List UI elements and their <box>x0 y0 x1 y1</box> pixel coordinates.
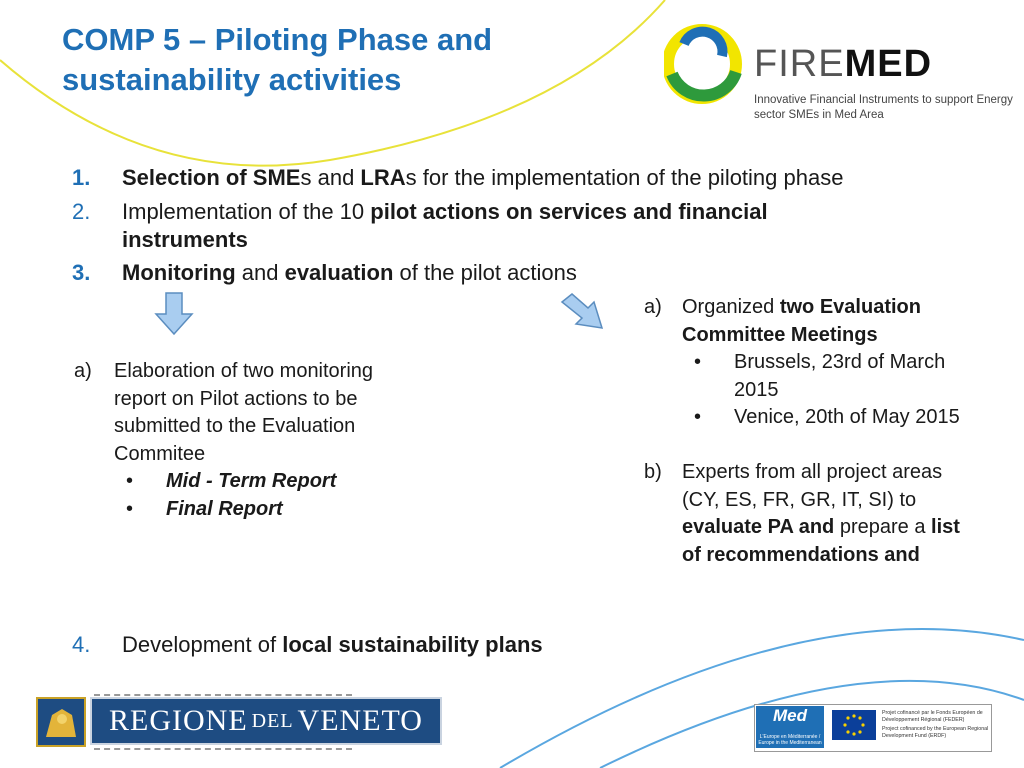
list-item-text: Monitoring and evaluation of the pilot actions <box>122 260 577 285</box>
list-item-text: Development of local sustainability plans <box>122 632 543 657</box>
bullet-item: • Mid - Term Report <box>126 470 337 492</box>
text-line: Committee Meetings <box>682 323 878 346</box>
divider <box>94 694 352 696</box>
experts-text <box>682 459 1022 569</box>
evaluation-text <box>682 294 1012 432</box>
down-arrow-icon <box>154 292 194 336</box>
med-programme-subtitle: L'Europe en Méditerranée / Europe in the Mediterranean <box>758 734 822 746</box>
med-programme-logo: Med <box>756 706 824 748</box>
text-line: Elaboration of two monitoring <box>114 360 374 382</box>
regione-veneto-logo: REGIONE DEL VENETO <box>90 697 442 745</box>
list-number: 2. <box>72 199 91 224</box>
logo-tagline: Innovative Financial Instruments to support Energy sector SMEs in Med Area <box>754 94 1013 121</box>
page-title: COMP 5 – Piloting Phase and sustainability activities <box>62 22 493 97</box>
firemed-logo-text: FIREMED <box>754 43 933 85</box>
list-item-text: Implementation of the 10 pilot actions on services and financial instruments <box>122 199 768 252</box>
bullet-item: • Brussels, 23rd of March 2015 <box>694 351 946 401</box>
list-number: 1. <box>72 165 91 190</box>
list-item-text: Selection of SMEs and LRAs for the implementation of the piloting phase <box>122 165 844 190</box>
text-line: Experts from all project areas <box>682 461 943 483</box>
sub-marker: a) <box>74 360 92 382</box>
text-line: submitted to the Evaluation <box>114 415 356 437</box>
text-line: Organized two Evaluation <box>682 296 921 318</box>
list-number: 3. <box>72 260 91 285</box>
diagonal-arrow-icon <box>558 292 606 332</box>
text-line: evaluate PA and prepare a list <box>682 516 960 538</box>
eu-flag-icon <box>832 710 876 740</box>
list-number: 4. <box>72 632 91 657</box>
text-line: Commitee <box>114 442 206 465</box>
monitoring-text <box>114 358 434 523</box>
text-line: of recommendations and <box>682 543 920 566</box>
bullet-item: • Final Report <box>126 497 283 520</box>
eu-funding-text: Projet cofinancé par le Fonds Européen de Développement Régional (FEDER) Project cofinanced by the European Regional Development Fund (ERDF) <box>882 710 989 739</box>
sub-marker: a) <box>644 296 662 318</box>
text-line: report on Pilot actions to be <box>114 387 358 410</box>
text-line: (CY, ES, FR, GR, IT, SI) to <box>682 488 917 511</box>
sub-marker: b) <box>644 461 662 483</box>
veneto-lion-crest-icon <box>36 697 86 747</box>
bullet-item: • Venice, 20th of May 2015 <box>694 406 960 428</box>
divider <box>94 748 352 750</box>
firemed-logo-mark <box>664 14 744 114</box>
